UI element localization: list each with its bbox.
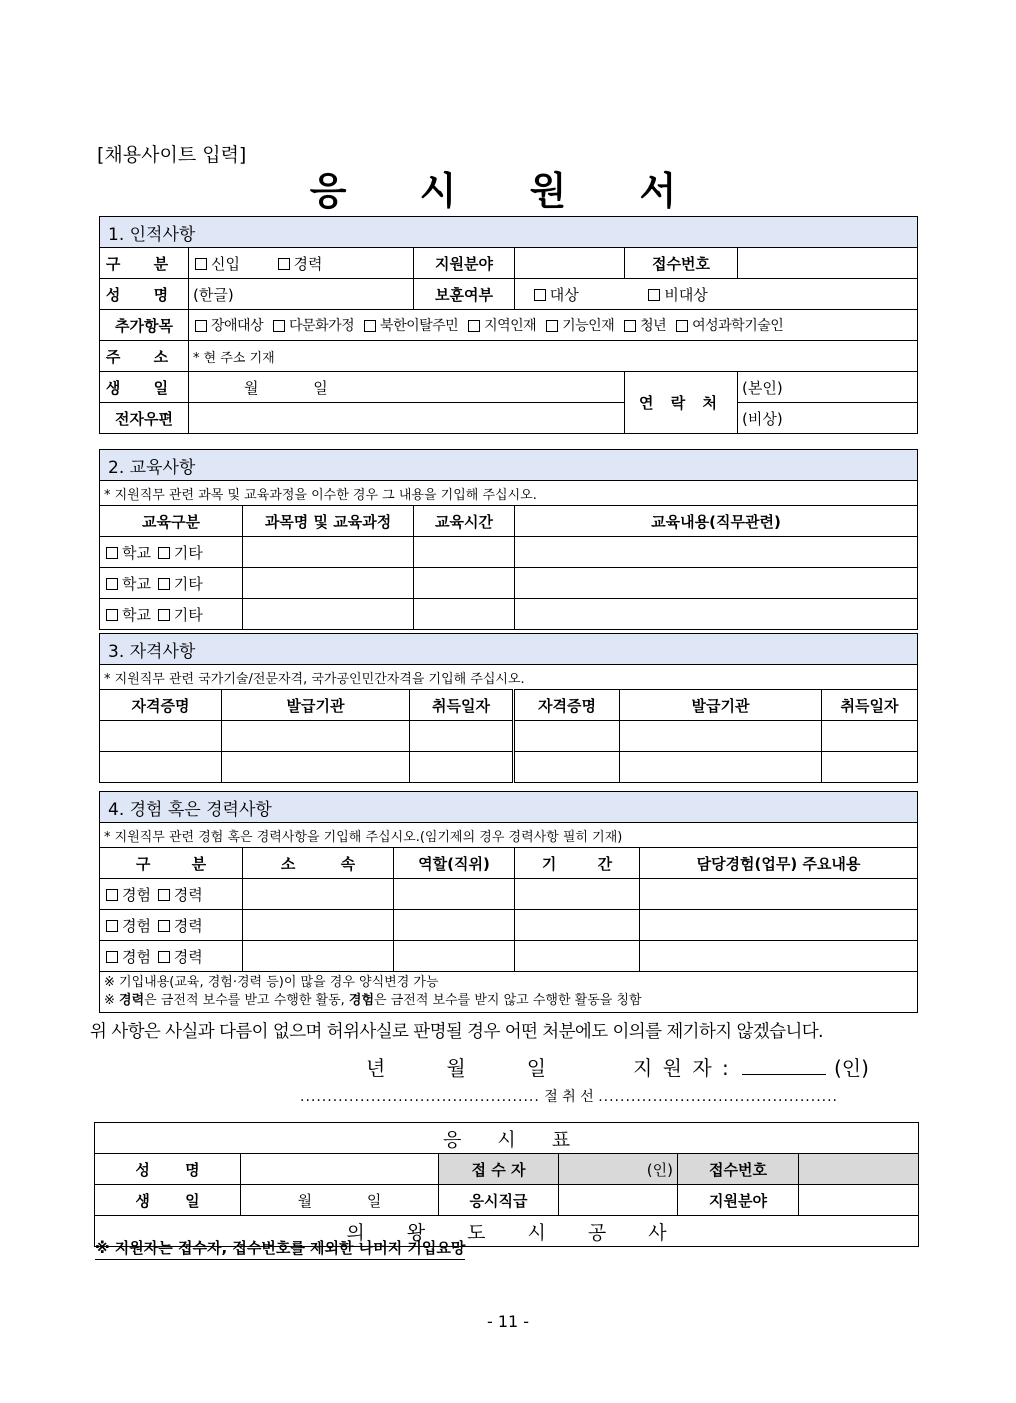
option-experience: 경험 bbox=[122, 947, 151, 966]
checkbox[interactable] bbox=[278, 258, 290, 270]
education-table bbox=[99, 449, 918, 630]
field-label: 지원분야 bbox=[414, 248, 515, 279]
option-new: 신입 bbox=[211, 254, 240, 273]
field-input[interactable] bbox=[515, 248, 625, 279]
input-cell[interactable] bbox=[222, 752, 410, 783]
checkbox[interactable] bbox=[158, 547, 170, 559]
input-cell[interactable] bbox=[515, 941, 640, 972]
table-row bbox=[100, 537, 918, 568]
option-youth: 청년 bbox=[640, 318, 667, 334]
section-note: * 지원직무 관련 국가기술/전문자격, 국가공인민간자격을 기입해 주십시오. bbox=[100, 665, 918, 690]
checkbox[interactable] bbox=[106, 609, 118, 621]
table-row bbox=[100, 568, 918, 599]
option-target: 대상 bbox=[549, 285, 579, 304]
input-cell[interactable] bbox=[620, 752, 822, 783]
checkbox[interactable] bbox=[624, 320, 636, 332]
option-etc: 기타 bbox=[173, 574, 203, 593]
experience-table bbox=[99, 791, 918, 1013]
birth-label: 생 일 bbox=[100, 372, 189, 403]
input-cell[interactable] bbox=[243, 537, 414, 568]
input-cell[interactable] bbox=[394, 910, 515, 941]
input-cell[interactable] bbox=[515, 879, 640, 910]
input-cell[interactable] bbox=[822, 721, 918, 752]
license-table bbox=[99, 633, 918, 783]
checkbox[interactable] bbox=[195, 320, 207, 332]
category-cell bbox=[189, 248, 414, 279]
ticket-org: 의 왕 도 시 공 사 bbox=[95, 1216, 919, 1247]
footnote-part: 은 금전적 보수를 받지 않고 수행한 활동을 칭함 bbox=[374, 993, 642, 1008]
table-row bbox=[100, 721, 918, 752]
column-header: 발급기관 bbox=[222, 690, 410, 721]
footnote-bold: 경험 bbox=[348, 993, 375, 1008]
input-cell[interactable] bbox=[100, 752, 222, 783]
option-school: 학교 bbox=[122, 574, 151, 593]
column-header: 발급기관 bbox=[620, 690, 822, 721]
pledge-date: 년 월 일 bbox=[366, 1056, 547, 1080]
category-label: 구 분 bbox=[100, 248, 189, 279]
option-women-sci: 여성과학기술인 bbox=[692, 318, 784, 334]
address-input[interactable]: * 현 주소 기재 bbox=[189, 341, 918, 372]
input-cell[interactable] bbox=[640, 941, 918, 972]
input-cell[interactable] bbox=[515, 599, 918, 630]
column-header: 기 간 bbox=[515, 848, 640, 879]
footer-note: ※ 지원자는 접수자, 접수번호를 제외한 나머지 기입요망 bbox=[95, 1237, 465, 1260]
input-cell[interactable] bbox=[640, 879, 918, 910]
checkbox[interactable] bbox=[158, 951, 170, 963]
table-row bbox=[100, 599, 918, 630]
footnote-line: ※ 기입내용(교육, 경험·경력 등)이 많을 경우 양식변경 가능 bbox=[104, 975, 439, 990]
checkbox[interactable] bbox=[106, 920, 118, 932]
applicant-seal: (인) bbox=[834, 1056, 869, 1080]
input-cell[interactable] bbox=[515, 568, 918, 599]
exp-type-cell bbox=[100, 879, 243, 910]
ticket-field-label: 지원분야 bbox=[678, 1185, 799, 1216]
contact-self-input[interactable]: (본인) bbox=[738, 372, 918, 403]
contact-label: 연 락 처 bbox=[625, 372, 738, 434]
input-cell[interactable] bbox=[620, 721, 822, 752]
input-cell[interactable] bbox=[243, 599, 414, 630]
ticket-receipt-input[interactable] bbox=[799, 1154, 919, 1185]
name-input[interactable]: (한글) bbox=[189, 279, 414, 310]
cut-line: ............................................ 절 취 선 ............................................ bbox=[300, 1089, 839, 1105]
checkbox[interactable] bbox=[648, 289, 660, 301]
option-etc: 기타 bbox=[173, 605, 203, 624]
receipt-input[interactable] bbox=[738, 248, 918, 279]
address-label: 주 소 bbox=[100, 341, 189, 372]
name-label: 성 명 bbox=[100, 279, 189, 310]
column-header: 교육구분 bbox=[100, 506, 243, 537]
input-cell[interactable] bbox=[515, 537, 918, 568]
input-cell[interactable] bbox=[414, 599, 515, 630]
page-number: - 11 - bbox=[486, 1312, 530, 1331]
column-header: 소 속 bbox=[243, 848, 394, 879]
input-cell[interactable] bbox=[410, 721, 514, 752]
option-multicultural: 다문화가정 bbox=[289, 318, 355, 334]
receipt-label: 접수번호 bbox=[625, 248, 738, 279]
checkbox[interactable] bbox=[468, 320, 480, 332]
footnote-part: 은 금전적 보수를 받고 수행한 활동, bbox=[144, 993, 349, 1008]
option-career: 경력 bbox=[173, 885, 203, 904]
extra-cell bbox=[189, 310, 918, 341]
footnote-bold: 경력 bbox=[119, 993, 145, 1008]
ticket-receiver-label: 접 수 자 bbox=[439, 1154, 559, 1185]
ticket-receipt-label: 접수번호 bbox=[678, 1154, 799, 1185]
checkbox[interactable] bbox=[106, 889, 118, 901]
column-header: 과목명 및 교육과정 bbox=[243, 506, 414, 537]
input-cell[interactable] bbox=[514, 721, 620, 752]
input-cell[interactable] bbox=[243, 568, 414, 599]
pledge-text: 위 사항은 사실과 다름이 없으며 허위사실로 판명될 경우 어떤 처분에도 이의를 제기하지 않겠습니다. bbox=[90, 1022, 824, 1042]
checkbox[interactable] bbox=[158, 609, 170, 621]
option-career: 경력 bbox=[173, 947, 203, 966]
section-note: * 지원직무 관련 과목 및 교육과정을 이수한 경우 그 내용을 기입해 주십시오. bbox=[100, 481, 918, 506]
input-cell[interactable] bbox=[394, 941, 515, 972]
column-header: 자격증명 bbox=[514, 690, 620, 721]
edu-type-cell bbox=[100, 537, 243, 568]
input-cell[interactable] bbox=[243, 879, 394, 910]
ticket-birth-label: 생 일 bbox=[95, 1185, 241, 1216]
input-cell[interactable] bbox=[410, 752, 514, 783]
checkbox[interactable] bbox=[546, 320, 558, 332]
option-local: 지역인재 bbox=[484, 318, 537, 334]
cut-line-label: 절 취 선 bbox=[544, 1089, 594, 1105]
ticket-title: 응 시 표 bbox=[95, 1123, 919, 1154]
table-row bbox=[100, 941, 918, 972]
option-experience: 경험 bbox=[122, 885, 151, 904]
column-header: 취득일자 bbox=[410, 690, 514, 721]
footnote-line bbox=[104, 992, 913, 1010]
checkbox[interactable] bbox=[158, 920, 170, 932]
column-header: 취득일자 bbox=[822, 690, 918, 721]
applicant-label: 지 원 자 : bbox=[633, 1056, 731, 1080]
input-cell[interactable] bbox=[394, 879, 515, 910]
column-header: 교육시간 bbox=[414, 506, 515, 537]
ticket-name-input[interactable] bbox=[241, 1154, 439, 1185]
option-etc: 기타 bbox=[173, 543, 203, 562]
checkbox[interactable] bbox=[106, 547, 118, 559]
section-title: 3. 자격사항 bbox=[100, 634, 918, 665]
input-cell[interactable] bbox=[222, 721, 410, 752]
form-tag: [채용사이트 입력] bbox=[97, 144, 247, 166]
section-title: 4. 경험 혹은 경력사항 bbox=[100, 792, 918, 823]
ticket-position-input[interactable] bbox=[559, 1185, 678, 1216]
input-cell[interactable] bbox=[640, 910, 918, 941]
option-school: 학교 bbox=[122, 543, 151, 562]
column-header: 교육내용(직무관련) bbox=[515, 506, 918, 537]
veteran-label: 보훈여부 bbox=[414, 279, 515, 310]
column-header: 구 분 bbox=[100, 848, 243, 879]
applicant-signature-line[interactable] bbox=[742, 1074, 826, 1075]
birth-input[interactable]: 월 일 bbox=[189, 372, 625, 403]
section-title: 2. 교육사항 bbox=[100, 450, 918, 481]
checkbox[interactable] bbox=[364, 320, 376, 332]
checkbox[interactable] bbox=[158, 889, 170, 901]
ticket-seal: (인) bbox=[559, 1154, 678, 1185]
checkbox[interactable] bbox=[106, 578, 118, 590]
table-row bbox=[100, 910, 918, 941]
exp-type-cell bbox=[100, 910, 243, 941]
table-row bbox=[100, 752, 918, 783]
extra-label: 추가항목 bbox=[100, 310, 189, 341]
exp-type-cell bbox=[100, 941, 243, 972]
personal-info-table bbox=[99, 216, 918, 434]
ticket-position-label: 응시직급 bbox=[439, 1185, 559, 1216]
email-label: 전자우편 bbox=[100, 403, 189, 434]
checkbox[interactable] bbox=[676, 320, 688, 332]
input-cell[interactable] bbox=[515, 910, 640, 941]
input-cell[interactable] bbox=[243, 910, 394, 941]
option-experience: 경험 bbox=[122, 916, 151, 935]
checkbox[interactable] bbox=[158, 578, 170, 590]
footnote-part: ※ bbox=[104, 993, 120, 1008]
page-title: 응 시 원 서 bbox=[309, 169, 707, 213]
input-cell[interactable] bbox=[822, 752, 918, 783]
checkbox[interactable] bbox=[106, 951, 118, 963]
edu-type-cell bbox=[100, 568, 243, 599]
checkbox[interactable] bbox=[195, 258, 207, 270]
option-defector: 북한이탈주민 bbox=[380, 318, 459, 334]
input-cell[interactable] bbox=[414, 568, 515, 599]
exam-ticket-table bbox=[94, 1122, 919, 1247]
input-cell[interactable] bbox=[243, 941, 394, 972]
ticket-field-input[interactable] bbox=[799, 1185, 919, 1216]
section-title: 1. 인적사항 bbox=[100, 217, 918, 248]
column-header: 자격증명 bbox=[100, 690, 222, 721]
checkbox[interactable] bbox=[534, 289, 546, 301]
option-disability: 장애대상 bbox=[211, 318, 264, 334]
checkbox[interactable] bbox=[273, 320, 285, 332]
section-footnote bbox=[100, 972, 918, 1013]
table-row bbox=[100, 879, 918, 910]
option-skilled: 기능인재 bbox=[562, 318, 615, 334]
column-header: 역할(직위) bbox=[394, 848, 515, 879]
veteran-cell bbox=[515, 279, 918, 310]
section-note: * 지원직무 관련 경험 혹은 경력사항을 기입해 주십시오.(임기제의 경우 경력사항 필히 기재) bbox=[100, 823, 918, 848]
edu-type-cell bbox=[100, 599, 243, 630]
input-cell[interactable] bbox=[514, 752, 620, 783]
option-career: 경력 bbox=[293, 254, 323, 273]
contact-emergency-input[interactable]: (비상) bbox=[738, 403, 918, 434]
ticket-birth-input[interactable]: 월 일 bbox=[241, 1185, 439, 1216]
column-header: 담당경험(업무) 주요내용 bbox=[640, 848, 918, 879]
ticket-name-label: 성 명 bbox=[95, 1154, 241, 1185]
email-input[interactable] bbox=[189, 403, 625, 434]
option-career: 경력 bbox=[173, 916, 203, 935]
input-cell[interactable] bbox=[414, 537, 515, 568]
option-non-target: 비대상 bbox=[664, 285, 708, 304]
option-school: 학교 bbox=[122, 605, 151, 624]
input-cell[interactable] bbox=[100, 721, 222, 752]
